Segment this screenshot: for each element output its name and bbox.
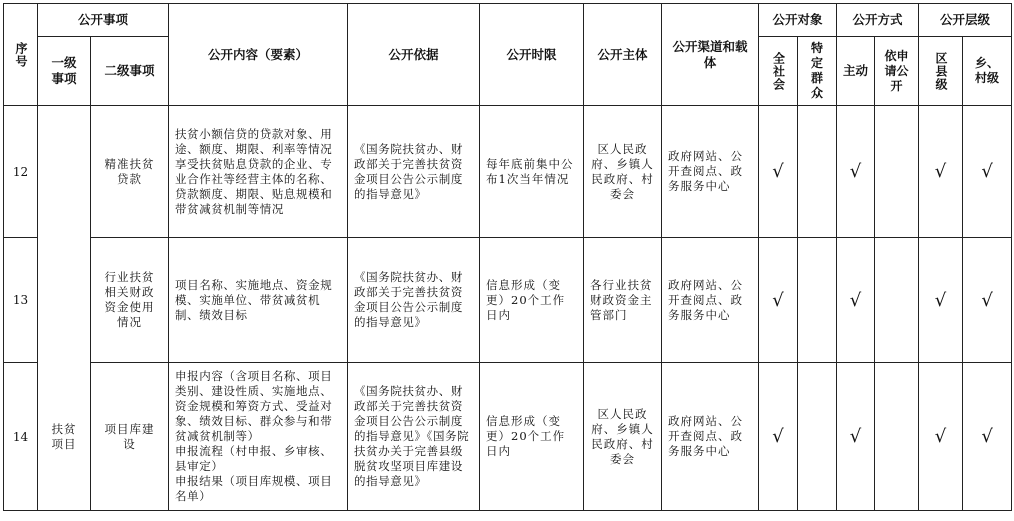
row-content: 扶贫小额信贷的贷款对象、用途、额度、期限、利率等情况 享受扶贫贴息贷款的企业、专业合作社等经营主体的名称、贷款额度、期限、贴息规模和带贫减贫机制等情况 xyxy=(169,106,348,238)
row-time-limit: 每年底前集中公布1次当年情况 xyxy=(480,106,584,238)
row-level2: 行业扶贫相关财政资金使用情况 xyxy=(91,238,169,363)
header-matters: 公开事项 xyxy=(38,4,169,37)
header-method-apply: 依申请公开 xyxy=(875,37,919,106)
disclosure-table xyxy=(3,3,1012,511)
header-basis: 公开依据 xyxy=(348,4,480,106)
row-time-limit: 信息形成（变更）20个工作日内 xyxy=(480,363,584,511)
check-level-county: √ xyxy=(919,238,963,363)
row-subject: 区人民政府、乡镇人民政府、村委会 xyxy=(584,363,662,511)
table-row xyxy=(4,106,1012,238)
check-method-active: √ xyxy=(837,106,875,238)
row-content: 申报内容（含项目名称、项目类别、建设性质、实施地点、资金规模和筹资方式、受益对象、绩效目标、群众参与和带贫减贫机制等） 申报流程（村申报、乡审核、县审定） 申报结果（项目库规模、项目名单） xyxy=(169,363,348,511)
header-level2: 二级事项 xyxy=(91,37,169,106)
check-target-all: √ xyxy=(759,106,798,238)
row-channel: 政府网站、公开查阅点、政务服务中心 xyxy=(662,238,759,363)
row-level1: 扶贫项目 xyxy=(38,363,91,511)
check-level-county: √ xyxy=(919,106,963,238)
check-target-all: √ xyxy=(759,238,798,363)
table-row xyxy=(4,363,1012,511)
check-level-county: √ xyxy=(919,363,963,511)
header-level-county: 区县级 xyxy=(919,37,963,106)
header-level1: 一级事项 xyxy=(38,37,91,106)
header-subject: 公开主体 xyxy=(584,4,662,106)
row-basis: 《国务院扶贫办、财政部关于完善扶贫资金项目公告公示制度的指导意见》 xyxy=(348,238,480,363)
row-time-limit: 信息形成（变更）20个工作日内 xyxy=(480,238,584,363)
row-subject: 各行业扶贫财政资金主管部门 xyxy=(584,238,662,363)
header-level: 公开层级 xyxy=(919,4,1012,37)
check-level-town: √ xyxy=(963,238,1012,363)
header-channel: 公开渠道和载体 xyxy=(662,4,759,106)
row-seq: 12 xyxy=(4,106,38,238)
header-target-all: 全社会 xyxy=(759,37,798,106)
row-channel: 政府网站、公开查阅点、政务服务中心 xyxy=(662,363,759,511)
check-method-apply xyxy=(875,106,919,238)
header-target: 公开对象 xyxy=(759,4,837,37)
row-seq: 13 xyxy=(4,238,38,363)
header-method: 公开方式 xyxy=(837,4,919,37)
row-seq: 14 xyxy=(4,363,38,511)
check-level-town: √ xyxy=(963,363,1012,511)
header-seq: 序号 xyxy=(4,4,38,106)
row-basis: 《国务院扶贫办、财政部关于完善扶贫资金项目公告公示制度的指导意见》《国务院扶贫办关于完善县级脱贫攻坚项目库建设的指导意见》 xyxy=(348,363,480,511)
check-target-all: √ xyxy=(759,363,798,511)
header-content: 公开内容（要素） xyxy=(169,4,348,106)
check-method-apply xyxy=(875,238,919,363)
check-target-specific xyxy=(798,106,837,238)
check-target-specific xyxy=(798,238,837,363)
check-method-active: √ xyxy=(837,363,875,511)
row-level2: 精准扶贫贷款 xyxy=(91,106,169,238)
header-method-active: 主动 xyxy=(837,37,875,106)
row-level1 xyxy=(38,238,91,363)
header-time-limit: 公开时限 xyxy=(480,4,584,106)
row-subject: 区人民政府、乡镇人民政府、村委会 xyxy=(584,106,662,238)
header-target-specific: 特定群众 xyxy=(798,37,837,106)
check-method-apply xyxy=(875,363,919,511)
row-content: 项目名称、实施地点、资金规模、实施单位、带贫减贫机制、绩效目标 xyxy=(169,238,348,363)
row-basis: 《国务院扶贫办、财政部关于完善扶贫资金项目公告公示制度的指导意见》 xyxy=(348,106,480,238)
header-level-town: 乡、村级 xyxy=(963,37,1012,106)
check-method-active: √ xyxy=(837,238,875,363)
check-level-town: √ xyxy=(963,106,1012,238)
check-target-specific xyxy=(798,363,837,511)
row-channel: 政府网站、公开查阅点、政务服务中心 xyxy=(662,106,759,238)
table-row xyxy=(4,238,1012,363)
row-level2: 项目库建设 xyxy=(91,363,169,511)
row-level1 xyxy=(38,106,91,238)
